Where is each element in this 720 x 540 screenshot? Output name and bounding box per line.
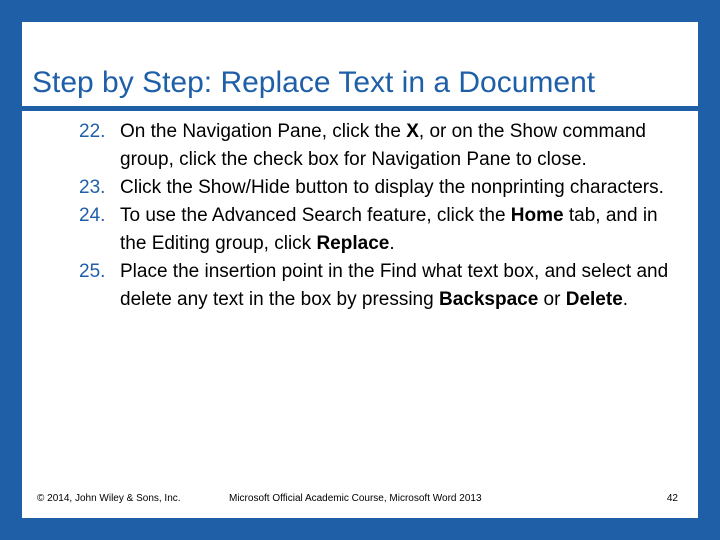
slide-title: Step by Step: Replace Text in a Document xyxy=(32,66,596,99)
step-text: Click the Show/Hide button to display the nonprinting characters. xyxy=(120,177,664,198)
slide-footer xyxy=(22,493,698,509)
step-item xyxy=(22,258,698,314)
step-bold-term: X xyxy=(406,121,419,142)
step-text: Place the insertion point in the Find what text box, and select and delete any text in the box by pressing xyxy=(120,261,669,310)
footer-copyright: © 2014, John Wiley & Sons, Inc. xyxy=(37,493,181,504)
step-text: tab, and in the Editing group, click xyxy=(120,205,658,254)
step-item xyxy=(22,174,698,202)
slide xyxy=(22,22,698,518)
step-item xyxy=(22,118,698,174)
step-bold-term: Delete xyxy=(565,289,623,310)
step-text: To use the Advanced Search feature, click the xyxy=(120,205,511,226)
step-bold-term: Backspace xyxy=(438,289,539,310)
step-bold-term: Home xyxy=(510,205,564,226)
step-text: or xyxy=(538,289,566,310)
step-list xyxy=(22,118,698,314)
step-text: . xyxy=(622,289,629,310)
step-number: 24. xyxy=(79,205,106,226)
step-item xyxy=(22,202,698,258)
step-text: , or on the Show command group, click the check box for Navigation Pane to close. xyxy=(120,121,646,170)
page-number: 42 xyxy=(666,493,678,504)
footer-course-title: Microsoft Official Academic Course, Microsoft Word 2013 xyxy=(229,493,482,504)
step-bold-term: Replace xyxy=(316,233,390,254)
step-text: On the Navigation Pane, click the xyxy=(120,121,407,142)
step-number: 22. xyxy=(79,121,106,142)
step-text: . xyxy=(389,233,395,254)
title-divider xyxy=(22,106,698,111)
step-number: 23. xyxy=(79,177,106,198)
step-number: 25. xyxy=(79,261,106,282)
